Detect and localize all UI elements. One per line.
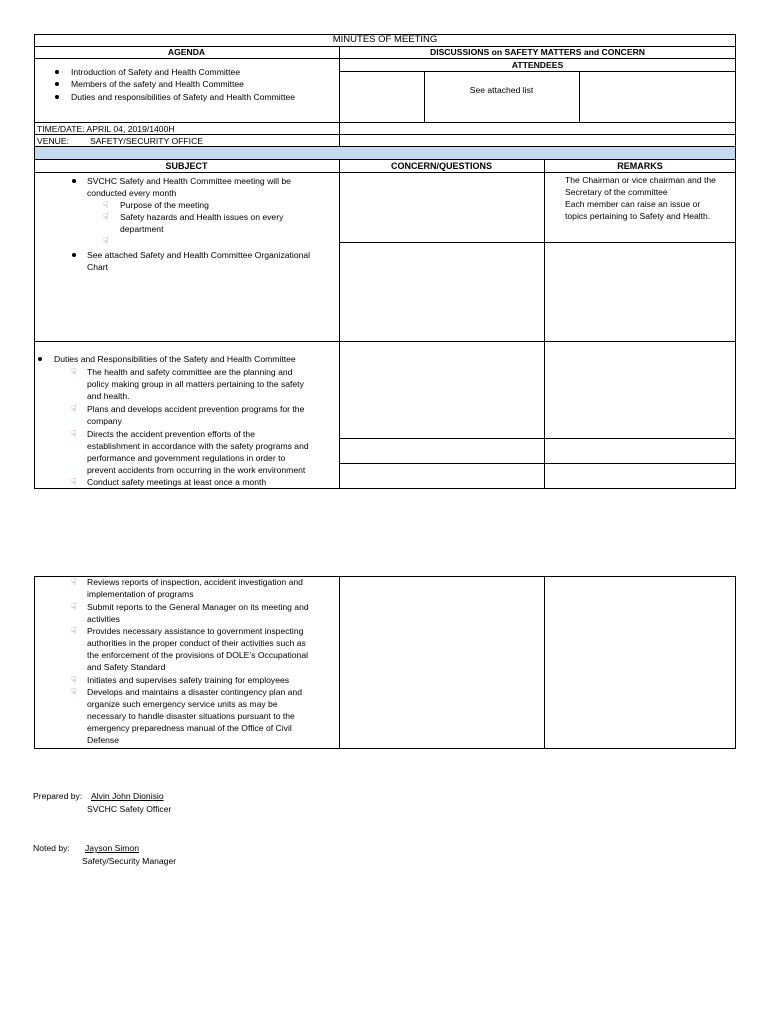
subject-line: Reviews reports of inspection, accident investigation and <box>87 577 303 587</box>
prepared-by-title: SVCHC Safety Officer <box>87 804 172 814</box>
bullet-icon <box>72 253 76 257</box>
remarks-line: Secretary of the committee <box>565 187 668 197</box>
subject-line: prevent accidents from occurring in the work environment <box>87 465 306 475</box>
subject-line: Initiates and supervises safety training for employees <box>87 675 290 685</box>
attendees-value: See attached list <box>469 85 534 95</box>
discussions-header: DISCUSSIONS on SAFETY MATTERS and CONCERN <box>429 47 645 57</box>
pointing-hand-icon: ☟ <box>71 577 77 587</box>
subject-line: performance and government regulations in order to <box>87 453 286 463</box>
subject-line: authorities in the proper conduct of their activities such as <box>87 638 306 648</box>
remarks-line: Each member can raise an issue or <box>565 199 701 209</box>
subject-line: policy making group in all matters pertaining to the safety <box>87 379 304 389</box>
subject-line: Conduct safety meetings at least once a month <box>87 477 267 487</box>
agenda-item: Duties and responsibilities of Safety and Health Committee <box>71 92 296 102</box>
pointing-hand-icon: ☟ <box>71 675 77 685</box>
subject-line: Chart <box>87 262 109 272</box>
subject-line: and Safety Standard <box>87 662 166 672</box>
subject-line: conducted every month <box>87 188 177 198</box>
remarks-line: The Chairman or vice chairman and the <box>565 175 716 185</box>
bullet-icon <box>38 357 42 361</box>
bullet-icon <box>55 70 59 74</box>
section-heading: Duties and Responsibilities of the Safety and Health Committee <box>54 354 296 364</box>
pointing-hand-icon: ☟ <box>71 404 77 414</box>
noted-by-name: Jayson Simon <box>85 843 139 853</box>
subject-line: See attached Safety and Health Committee Organizational <box>87 250 311 260</box>
pointing-hand-icon: ☟ <box>71 367 77 377</box>
pointing-hand-icon: ☟ <box>103 200 109 210</box>
pointing-hand-icon: ☟ <box>103 236 109 246</box>
bullet-icon <box>72 179 76 183</box>
bullet-icon <box>55 82 59 86</box>
pointing-hand-icon: ☟ <box>71 602 77 612</box>
subject-line: implementation of programs <box>87 589 194 599</box>
subject-line: Plans and develops accident prevention programs for the <box>87 404 305 414</box>
subject-line: Defense <box>87 735 120 745</box>
agenda-header: AGENDA <box>167 47 206 57</box>
bullet-icon <box>55 95 59 99</box>
agenda-item: Introduction of Safety and Health Committee <box>71 67 241 77</box>
prepared-by-name: Alvin John Dionisio <box>91 791 164 801</box>
subject-line: The health and safety committee are the planning and <box>87 367 293 377</box>
section-separator-band <box>34 147 735 159</box>
attendees-header: ATTENDEES <box>511 60 564 70</box>
subject-line: organize such emergency service units as may be <box>87 699 278 709</box>
subject-line: activities <box>87 614 120 624</box>
venue-value: SAFETY/SECURITY OFFICE <box>90 136 204 146</box>
subject-line: SVCHC Safety and Health Committee meeting will be <box>87 176 291 186</box>
concern-column-header: CONCERN/QUESTIONS <box>390 161 492 171</box>
pointing-hand-icon: ☟ <box>71 477 77 487</box>
subject-line: establishment in accordance with the safety programs and <box>87 441 309 451</box>
time-date: TIME/DATE: APRIL 04, 2019/1400H <box>37 124 175 134</box>
subject-line: Directs the accident prevention efforts of the <box>87 429 255 439</box>
pointing-hand-icon: ☟ <box>71 687 77 697</box>
subject-line: Provides necessary assistance to government inspecting <box>87 626 304 636</box>
venue-label: VENUE: <box>37 136 69 146</box>
subject-line: Safety hazards and Health issues on every <box>120 212 284 222</box>
subject-line: emergency preparedness manual of the Office of Civil <box>87 723 292 733</box>
pointing-hand-icon: ☟ <box>71 429 77 439</box>
noted-by-title: Safety/Security Manager <box>82 856 177 866</box>
subject-line: Purpose of the meeting <box>120 200 209 210</box>
subject-line: Submit reports to the General Manager on its meeting and <box>87 602 309 612</box>
subject-line: department <box>120 224 164 234</box>
subject-line: necessary to handle disaster situations pursuant to the <box>87 711 295 721</box>
subject-line: company <box>87 416 122 426</box>
pointing-hand-icon: ☟ <box>103 212 109 222</box>
prepared-by-label: Prepared by: <box>33 791 83 801</box>
subject-line: Develops and maintains a disaster contingency plan and <box>87 687 302 697</box>
subject-column-header: SUBJECT <box>165 161 208 171</box>
subject-line: and health. <box>87 391 130 401</box>
remarks-line: topics pertaining to Safety and Health. <box>565 211 711 221</box>
remarks-column-header: REMARKS <box>617 161 663 171</box>
subject-line: the enforcement of the provisions of DOLE’s Occupational <box>87 650 309 660</box>
document-title: MINUTES OF MEETING <box>332 34 438 45</box>
noted-by-label: Noted by: <box>33 843 70 853</box>
agenda-item: Members of the safety and Health Committee <box>71 79 244 89</box>
pointing-hand-icon: ☟ <box>71 626 77 636</box>
